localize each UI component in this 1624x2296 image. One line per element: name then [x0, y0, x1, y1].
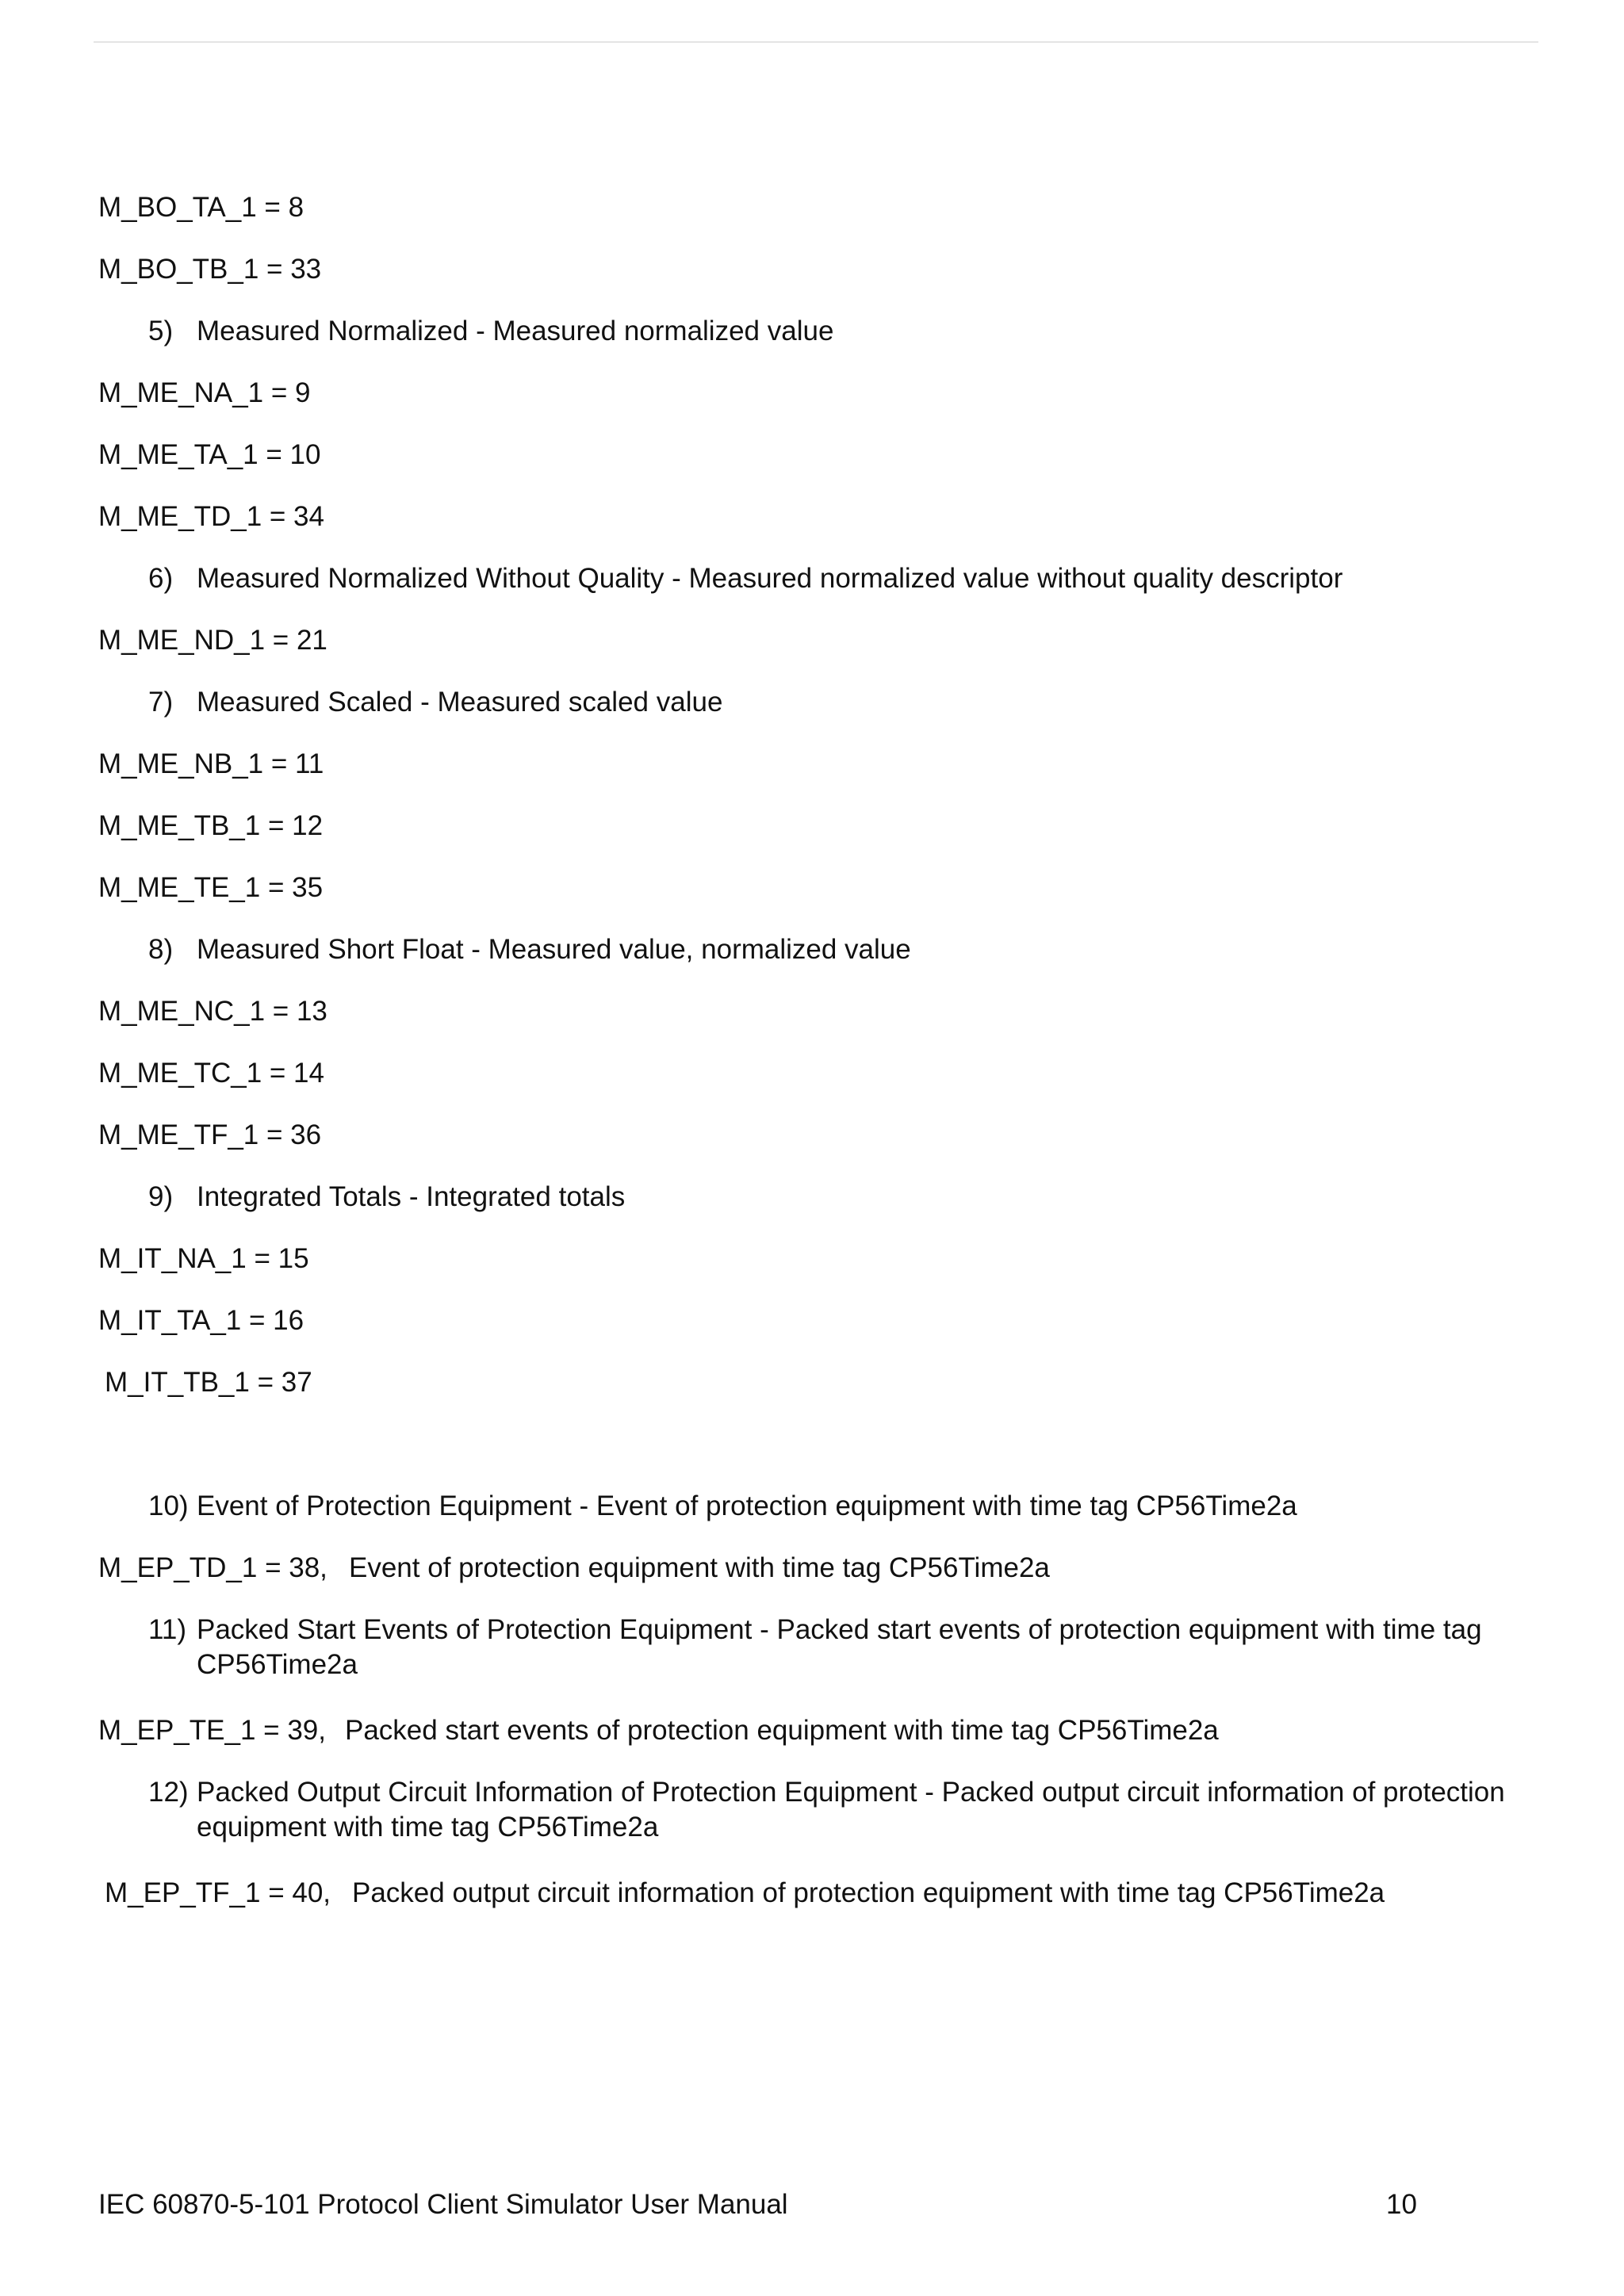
type-code-m-ep-td-1-line: [98, 1551, 1050, 1586]
list-number: 9): [148, 1181, 174, 1212]
list-text: Measured Normalized Without Quality - Measured normalized value without quality descriptor: [197, 563, 1343, 594]
type-code-m-me-nb-1: M_ME_NB_1 = 11: [98, 748, 324, 779]
type-code-m-bo-ta-1: M_BO_TA_1 = 8: [98, 192, 304, 223]
type-code-m-me-td-1: M_ME_TD_1 = 34: [98, 501, 324, 532]
type-code-m-it-ta-1: M_IT_TA_1 = 16: [98, 1305, 304, 1336]
list-number: 11): [148, 1614, 186, 1645]
type-code-m-me-tb-1: M_ME_TB_1 = 12: [98, 810, 324, 841]
type-code-m-me-nc-1: M_ME_NC_1 = 13: [98, 996, 327, 1027]
list-number: 7): [148, 687, 174, 718]
type-code-m-me-te-1: M_ME_TE_1 = 35: [98, 872, 324, 903]
list-text: Integrated Totals - Integrated totals: [197, 1181, 626, 1212]
list-item-packed-output-circuit-information: [148, 1775, 1544, 1845]
list-number: 5): [148, 316, 174, 346]
list-number: 8): [148, 934, 174, 965]
list-number: 6): [148, 563, 174, 594]
type-code-m-ep-te-1: M_EP_TE_1 = 39,: [98, 1715, 326, 1746]
type-description-m-ep-td-1: Event of protection equipment with time tag CP56Time2a: [349, 1552, 1050, 1583]
type-code-m-ep-td-1: M_EP_TD_1 = 38,: [98, 1552, 327, 1583]
type-code-m-me-tf-1: M_ME_TF_1 = 36: [98, 1119, 322, 1150]
list-item-packed-start-events: [148, 1613, 1544, 1682]
type-code-m-ep-te-1-line: [98, 1713, 1219, 1748]
type-code-m-me-nd-1: M_ME_ND_1 = 21: [98, 625, 327, 656]
type-code-m-ep-tf-1: M_EP_TF_1 = 40,: [105, 1877, 331, 1908]
list-item-measured-short-float: [148, 932, 1544, 967]
list-item-event-of-protection-equipment: [148, 1489, 1544, 1524]
list-number: 10): [148, 1490, 189, 1521]
list-text: Measured Normalized - Measured normalized value: [197, 316, 834, 346]
type-code-m-me-tc-1: M_ME_TC_1 = 14: [98, 1058, 324, 1089]
list-item-measured-normalized: [148, 314, 1544, 349]
type-code-m-it-tb-1: M_IT_TB_1 = 37: [105, 1367, 312, 1398]
page-number: 10: [1386, 2189, 1417, 2220]
list-text: Packed Start Events of Protection Equipment - Packed start events of protection equipment with time tag CP56Time2a: [197, 1614, 1482, 1680]
type-code-m-bo-tb-1: M_BO_TB_1 = 33: [98, 254, 322, 285]
list-number: 12): [148, 1777, 189, 1808]
list-text: Measured Short Float - Measured value, normalized value: [197, 934, 911, 965]
footer-title: IEC 60870-5-101 Protocol Client Simulator User Manual: [98, 2189, 788, 2220]
type-code-m-me-na-1: M_ME_NA_1 = 9: [98, 377, 311, 408]
type-description-m-ep-te-1: Packed start events of protection equipment with time tag CP56Time2a: [345, 1715, 1219, 1746]
list-text: Event of Protection Equipment - Event of protection equipment with time tag CP56Time2a: [197, 1490, 1297, 1521]
type-code-m-ep-tf-1-line: [105, 1876, 1385, 1911]
list-item-integrated-totals: [148, 1180, 1544, 1215]
list-item-measured-scaled: [148, 685, 1544, 720]
list-text: Measured Scaled - Measured scaled value: [197, 687, 723, 718]
type-code-m-me-ta-1: M_ME_TA_1 = 10: [98, 439, 321, 470]
type-code-m-it-na-1: M_IT_NA_1 = 15: [98, 1243, 309, 1274]
type-description-m-ep-tf-1: Packed output circuit information of protection equipment with time tag CP56Time2a: [352, 1877, 1385, 1908]
list-item-measured-normalized-without-quality: [148, 561, 1544, 596]
list-text: Packed Output Circuit Information of Protection Equipment - Packed output circuit information of protection equipment with time tag CP56Time2a: [197, 1777, 1505, 1843]
